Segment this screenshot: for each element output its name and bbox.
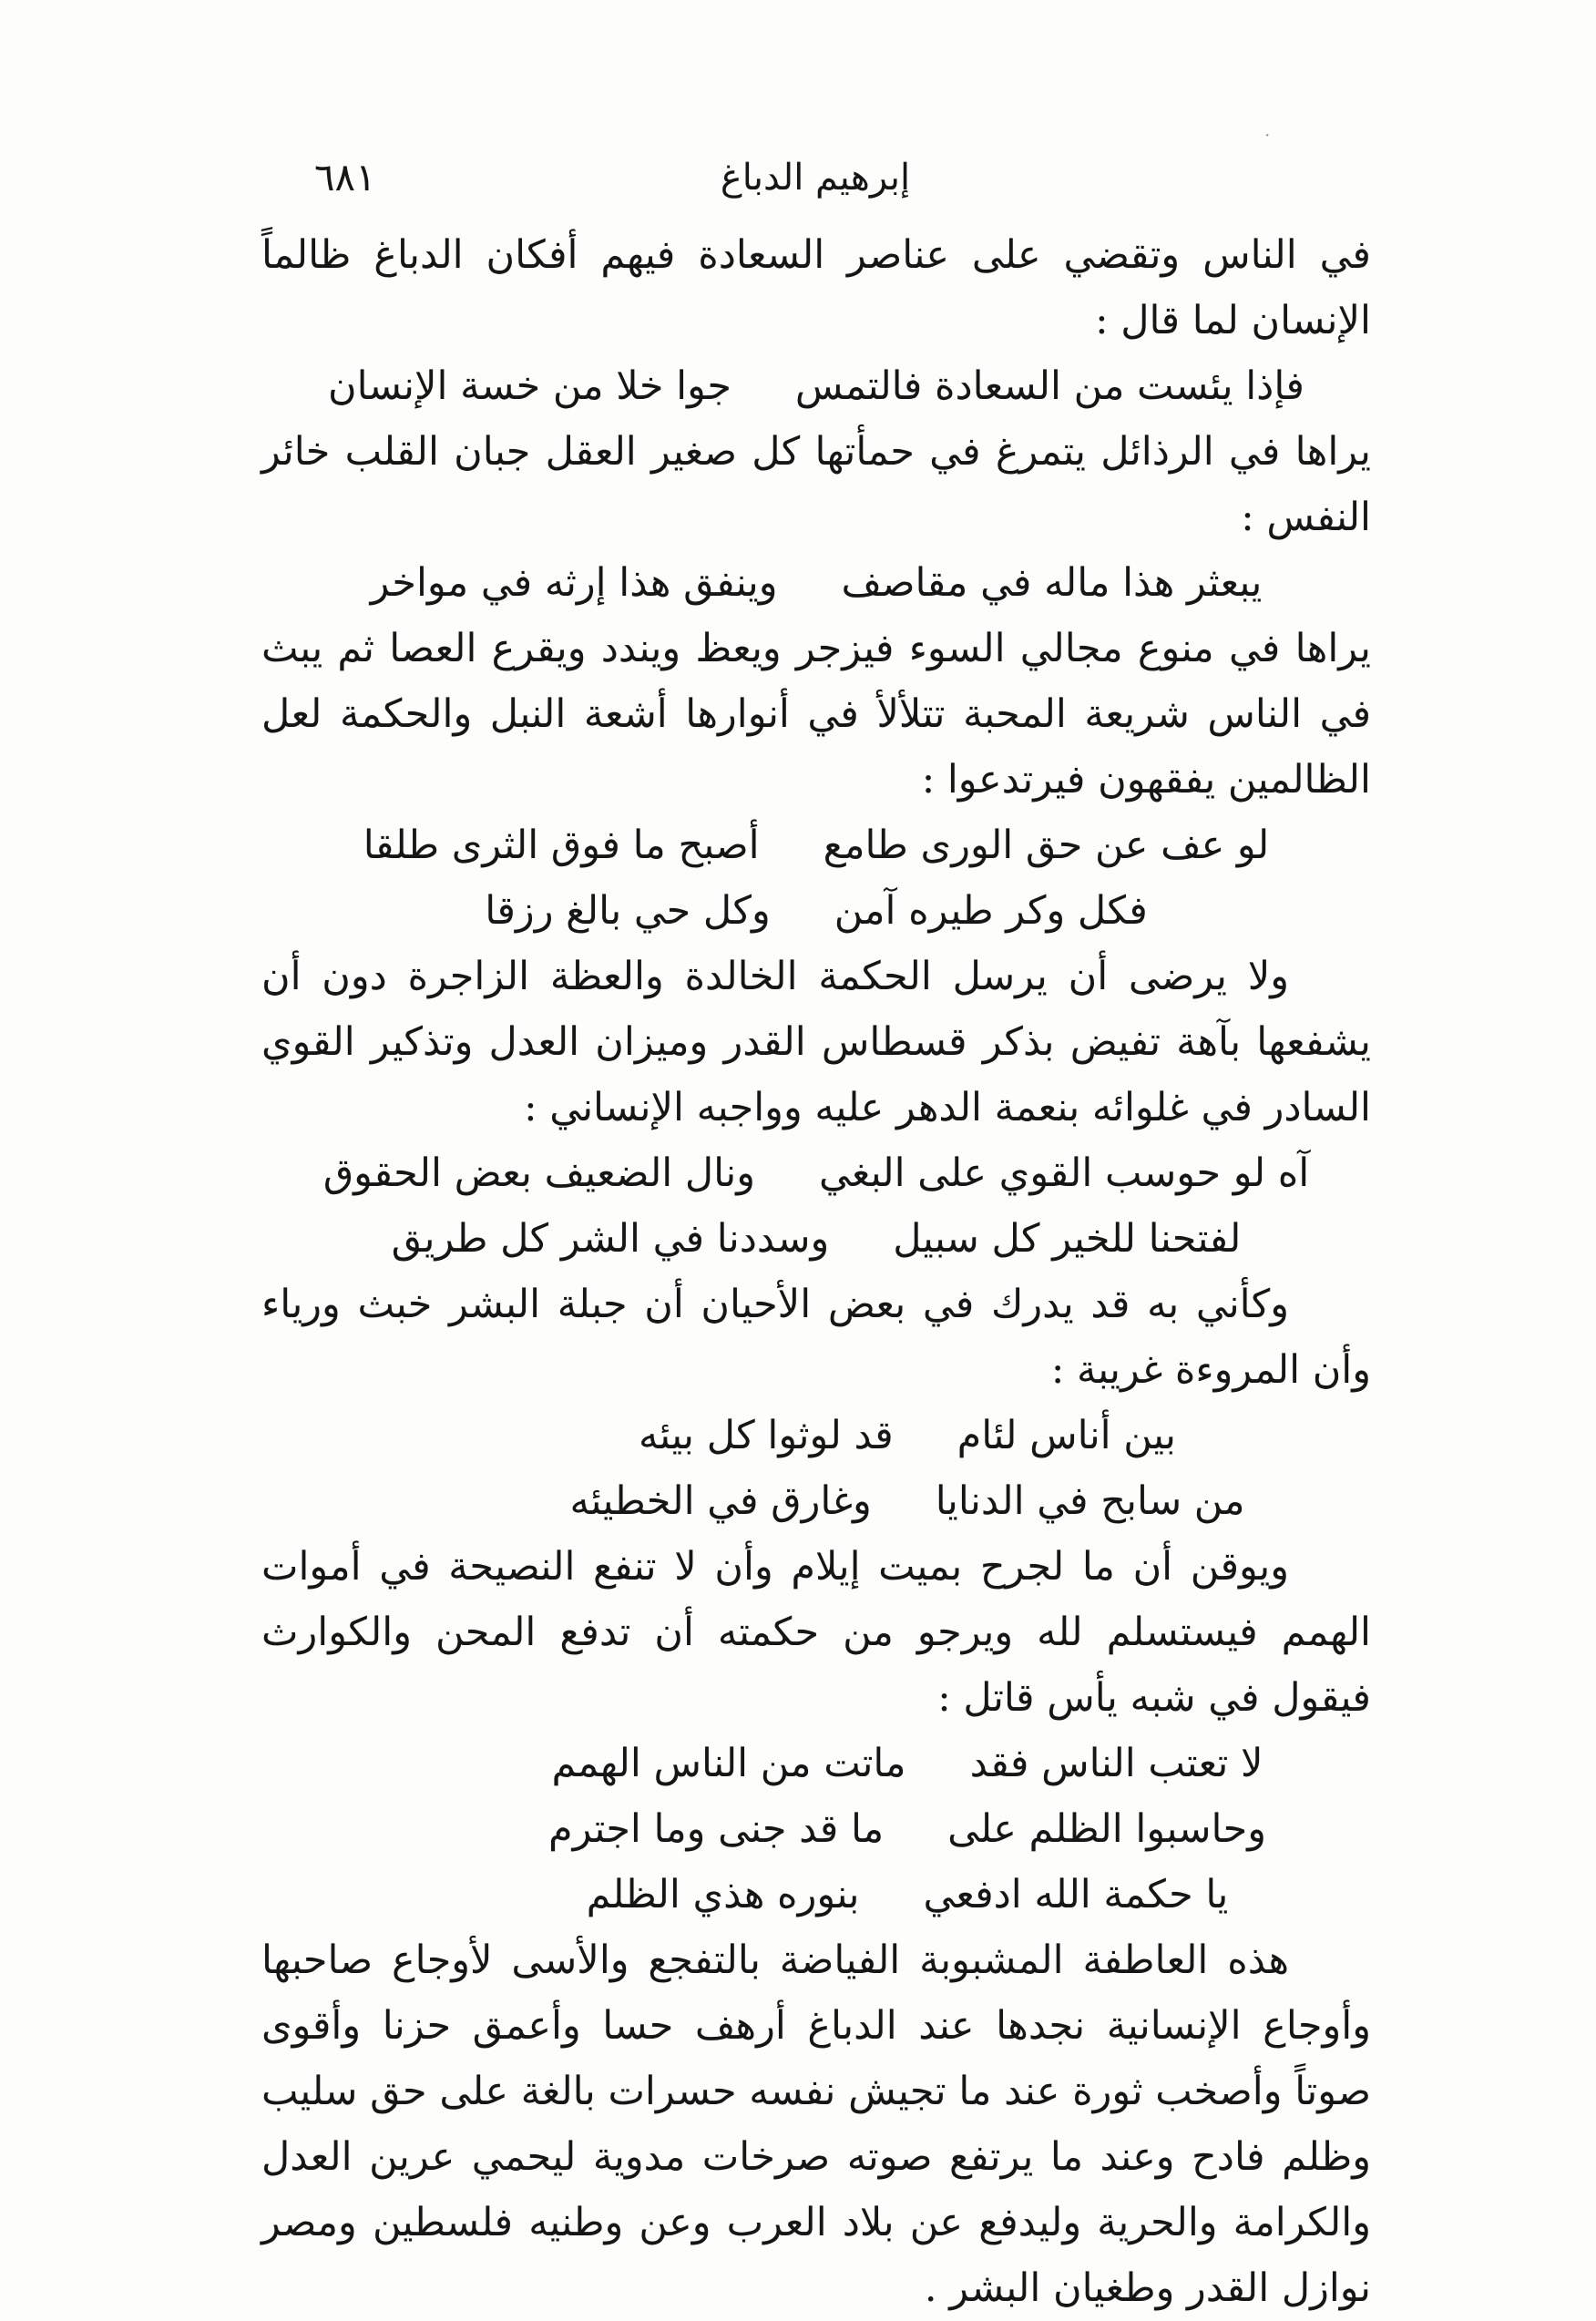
verse-second-hemistich: أصبح ما فوق الثرى طلقا <box>363 823 760 868</box>
verse-second-hemistich: قد لوثوا كل بيئه <box>639 1413 894 1458</box>
verse-line <box>261 550 1371 616</box>
prose-paragraph: في الناس وتقضي على عناصر السعادة فيهم أفكان الدباغ ظالماً الإنسان لما قال : <box>261 232 1371 343</box>
verse-first-hemistich: يبعثر هذا ماله في مقاصف <box>841 560 1263 606</box>
verse-first-hemistich: فإذا يئست من السعادة فالتمس <box>794 363 1304 409</box>
body-text <box>261 222 1371 2321</box>
verse-second-hemistich: ماتت من الناس الهمم <box>551 1741 906 1786</box>
verse-line <box>261 878 1371 944</box>
verse-second-hemistich: ونال الضعيف بعض الحقوق <box>322 1150 755 1196</box>
prose-paragraph: يراها في منوع مجالي السوء فيزجر ويعظ ويندد ويقرع العصا ثم يبث في الناس شريعة المحبة تتلألأ في أنوارها أشعة النبل والحكمة لعل الظالمين يفقهون فيرتدعوا : <box>261 626 1371 803</box>
verse-first-hemistich: لو عف عن حق الورى طامع <box>823 823 1270 868</box>
verse-line <box>261 1206 1371 1272</box>
verse-second-hemistich: بنوره هذي الظلم <box>586 1872 860 1917</box>
prose-paragraph: ويوقن أن ما لجرح بميت إيلام وأن لا تنفع النصيحة في أموات الهمم فيستسلم لله ويرجو من حكمته أن تدفع المحن والكوارث فيقول في شبه يأس قاتل : <box>261 1544 1371 1721</box>
verse-line <box>261 1796 1371 1862</box>
verse-first-hemistich: لفتحنا للخير كل سبيل <box>893 1216 1242 1262</box>
verse-line <box>261 1862 1371 1927</box>
verse-second-hemistich: جوا خلا من خسة الإنسان <box>328 363 732 409</box>
verse-line <box>261 1468 1371 1534</box>
running-title: إبرهيم الدباغ <box>720 157 911 199</box>
verse-first-hemistich: من سابح في الدنايا <box>935 1478 1245 1524</box>
verse-line <box>261 1140 1371 1206</box>
verse-line <box>261 1403 1371 1468</box>
verse-line <box>261 353 1371 419</box>
verse-first-hemistich: وحاسبوا الظلم على <box>947 1806 1266 1852</box>
verse-first-hemistich: آه لو حوسب القوي على البغي <box>819 1150 1310 1196</box>
verse-second-hemistich: وكل حي بالغ رزقا <box>485 888 771 934</box>
verse-line <box>261 813 1371 878</box>
prose-paragraph: يراها في الرذائل يتمرغ في حمأتها كل صغير العقل جبان القلب خائر النفس : <box>261 429 1371 540</box>
verse-second-hemistich: وغارق في الخطيئه <box>569 1478 872 1524</box>
verse-first-hemistich: يا حكمة الله ادفعي <box>923 1872 1229 1917</box>
verse-second-hemistich: ما قد جنى وما اجترم <box>548 1806 885 1852</box>
verse-first-hemistich: لا تعتب الناس فقد <box>969 1741 1264 1786</box>
prose-paragraph: وكأني به قد يدرك في بعض الأحيان أن جبلة البشر خبث ورياء وأن المروءة غريبة : <box>261 1282 1371 1393</box>
page-number: ٦٨١ <box>314 155 376 199</box>
verse-first-hemistich: بين أناس لئام <box>957 1413 1176 1458</box>
verse-second-hemistich: وسددنا في الشر كل طريق <box>391 1216 830 1262</box>
verse-line <box>261 1731 1371 1796</box>
verse-second-hemistich: وينفق هذا إرثه في مواخر <box>370 560 778 606</box>
verse-first-hemistich: فكل وكر طيره آمن <box>834 888 1148 934</box>
prose-paragraph: ولا يرضى أن يرسل الحكمة الخالدة والعظة الزاجرة دون أن يشفعها بآهة تفيض بذكر قسطاس القدر وميزان العدل وتذكير القوي السادر في غلوائه بنعمة الدهر عليه وواجبه الإنساني : <box>261 954 1371 1130</box>
prose-paragraph: هذه العاطفة المشبوبة الفياضة بالتفجع والأسى لأوجاع صاحبها وأوجاع الإنسانية نجدها عند الدباغ أرهف حسا وأعمق حزنا وأقوى صوتاً وأصخب ثورة عند ما تجيش نفسه حسرات بالغة على حق سليب وظلم فادح وعند ما يرتفع صوته صرخات مدوية ليحمي عرين العدل والكرامة والحرية وليدفع عن بلاد العرب وعن وطنيه فلسطين ومصر نوازل القدر وطغيان البشر . <box>261 1938 1371 2311</box>
margin-dot: · <box>1264 124 1271 146</box>
page-header <box>260 146 1371 210</box>
